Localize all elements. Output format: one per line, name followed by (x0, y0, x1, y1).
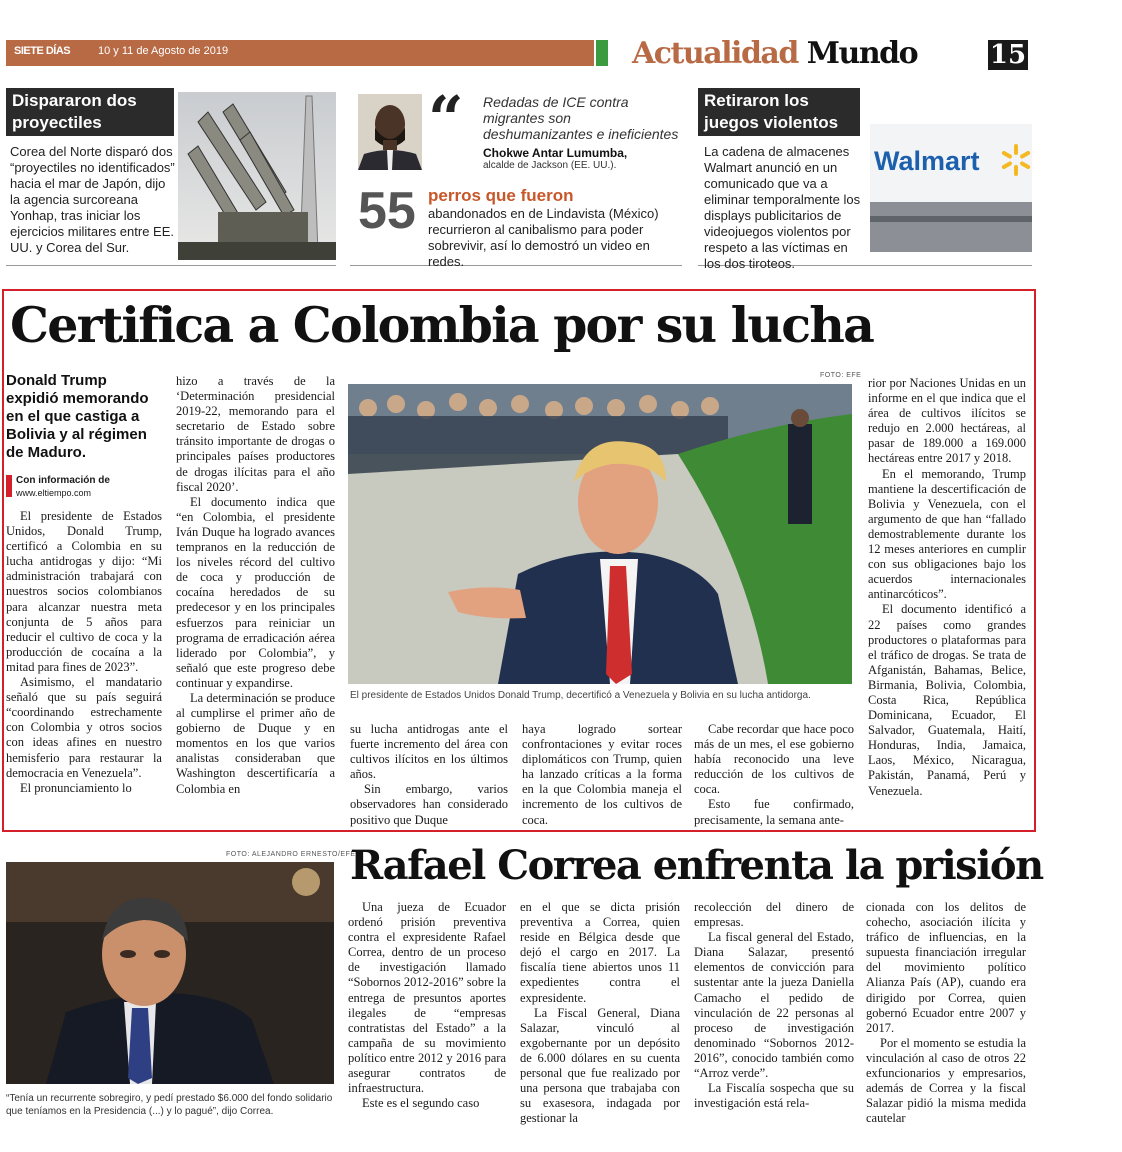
correa-photo-credit: FOTO: ALEJANDRO ERNESTO/EFE (226, 851, 356, 858)
section-title (632, 36, 917, 71)
publication-label: SIETE DÍAS (14, 45, 71, 57)
second-headline: Rafael Correa enfrenta la prisión (350, 842, 1043, 889)
trump-photo (348, 384, 852, 684)
section-title-b: Mundo (806, 36, 918, 71)
photo-caption: El presidente de Estados Unidos Donald Trump, decertificó a Venezuela y Bolivia en su lucha antidorga. (350, 690, 811, 701)
header-bar (6, 40, 594, 66)
second-column-1: Una jueza de Ecuador ordenó prisión preventiva contra el expresidente Rafael Correa, dentro de un proceso de investigación llamado “Sobornos 2012-2016” sobre la entrega de presuntos aportes ilegales de “empresas contratistas del Estado” a la campaña de su movimiento político entre 2012 y 2016 para asegurar contratos de infraestructura. Este es el segundo caso (348, 900, 506, 1111)
brief-left (6, 88, 336, 266)
brief-right-body: La cadena de almacenes Walmart anunció en un comunicado que va a eliminar temporalmente los displays publicitarios de videojuegos violentos por respeto a las víctimas en los dos tiroteos. (704, 144, 861, 271)
source-marker (6, 475, 12, 497)
main-deck: Donald Trump expidió memorando en el que castiga a Bolivia y al régimen de Maduro. (6, 372, 149, 461)
main-column-2: hizo a través de la ‘Determinación presidencial 2019-22, memorando para el secretario de Estado sobre tránsito importante de drogas o principales países productores de drogas ilícitas para el año fiscal 2020’. El documento indica que “en Colombia, el presidente Iván Duque ha logrado avances tempranos en la reducción de los niveles récord del cultivo de coca y producción de cocaína heredados de su predecesor y en los principales esfuerzos para reiniciar un programa de erradicación aérea liderado por Colombia”, y señaló que este progreso debe continuar y expandirse. La determinación se produce al cumplirse el primer año de gobierno de Duque y en momentos en los que varios analistas consideraban que Washington descertificaría a Colombia en (176, 374, 335, 796)
missile-photo (178, 92, 336, 260)
brief-middle (350, 82, 682, 269)
photo-credit: FOTO: EFE (820, 372, 862, 379)
source-label: Con información de (16, 475, 110, 486)
author-portrait (358, 94, 422, 170)
quote-author: Chokwe Antar Lumumba, (483, 146, 628, 160)
main-column-4: haya logrado sortear confrontaciones y evitar roces diplomáticos con Trump, quien ha lanzado críticas a la forma en la que Colombia maneja el incremento de los cultivos de coca. (522, 722, 682, 827)
issue-date: 10 y 11 de Agosto de 2019 (98, 45, 229, 57)
main-headline: Certifica a Colombia por su lucha (10, 296, 874, 354)
walmart-sign-text: Walmart (874, 146, 980, 176)
section-title-a: Actualidad (632, 36, 798, 71)
brief-left-title: Dispararon dos proyectiles (6, 88, 174, 136)
stat-body: abandonados en de Lindavista (México) recurrieron al canibalismo para poder sobrevivir, así lo demostró un video en redes. (428, 206, 659, 269)
main-column-5: Cabe recordar que hace poco más de un mes, el ese gobierno había reconocido una leve reducción de los cultivos de coca. Esto fue confirmado, precisamente, la semana ante- (694, 722, 854, 827)
stat-number: 55 (358, 182, 416, 240)
accent-square (596, 40, 608, 66)
brief-right (698, 88, 1032, 271)
main-column-6: rior por Naciones Unidas en un informe en el que indica que el área de cultivos ilícitos se redujo en 2.000 hectáreas, al pasar de 189.000 a 169.000 hectáreas entre 2017 y 2018. En el memorando, Trump mantiene la descertificación de Bolivia y Venezuela, con el argumento de que han “fallado demostrablemente durante los 12 meses anteriores en cumplir con sus obligaciones bajo los acuerdos internacionales antinarcóticos”. El documento identificó a 22 países como grandes productores o plataformas para el tráfico de drogas. Se trata de Afganistán, Bahamas, Belice, Birmania, Bolivia, Colombia, Costa Rica, República Dominicana, Ecuador, El Salvador, Guatemala, Haití, Honduras, India, Jamaica, Laos, México, Nicaragua, Pakistán, Panamá, Perú y Venezuela. (868, 376, 1026, 798)
brief-right-title: Retiraron los juegos violentos (698, 88, 860, 136)
second-column-3: recolección del dinero de empresas. La fiscal general del Estado, Diana Salazar, presentó elementos de convicción para sustentar ante la jueza Daniella Camacho el pedido de vinculación de 22 personas al proceso de investigación denominado “Sobornos 2012- 2016”, conocido también como “Arroz verde”. La Fiscalía sospecha que su investigación está rela- (694, 900, 854, 1111)
quote-author-role: alcalde de Jackson (EE. UU.). (483, 160, 617, 171)
second-column-2: en el que se dicta prisión preventiva a Correa, quien reside en Bélgica desde que dejó el cargo en 2017. La fiscalía tiene abiertos unos 11 expedientes contra el expresidente. La Fiscal General, Diana Salazar, vinculó al exgobernante por un depósito de 6.000 dólares en su cuenta personal que fue realizado por una persona que trabajaba con su exasesora, indagada por gestionar la (520, 900, 680, 1126)
walmart-photo (870, 124, 1032, 252)
page-number: 15 (989, 40, 1027, 70)
source-site: www.eltiempo.com (16, 488, 92, 498)
correa-photo-caption: “Tenía un recurrente sobregiro, y pedí prestado $6.000 del fondo solidario que teníamos en la Presidencia (...) y lo pagué”, dijo Correa. (6, 1093, 333, 1117)
correa-photo (6, 862, 334, 1084)
stat-title: perros que fueron (428, 186, 574, 205)
brief-quote: Redadas de ICE contra migrantes son deshumanizantes e ineficientes (483, 94, 679, 142)
quote-icon: “ (428, 82, 464, 155)
brief-left-body: Corea del Norte disparó dos “proyectiles no identificados” hacia el mar de Japón, dijo la agencia surcoreana Yonhap, tras iniciar los ejercicios militares entre EE. UU. y Corea del Sur. (10, 144, 175, 255)
main-column-1: El presidente de Estados Unidos, Donald Trump, certificó a Colombia en su lucha antidrogas y dijo: “Mi administración trabajará con nuestros socios colombianos para alcanzar nuestra meta conjunta de 5 años para reducir el cultivo de coca y la producción de cocaína a la mitad para fines de 2023”. Asimismo, el mandatario señaló que su país seguirá “coordinando estrechamente con Colombia y otros socios con ideas afines en nuestro hemisferio para restaurar la democracia en Venezuela”. El pronunciamiento lo (6, 509, 162, 795)
second-column-4: cionada con los delitos de cohecho, asociación ilícita y tráfico de influencias, en la supuesta financiación irregular del movimiento político Alianza País (AP), cuando era dirigido por Correa, quien gobernó Ecuador entre 2007 y 2017. Por el momento se estudia la vinculación al caso de otros 22 exfuncionarios y empresarios, además de Correa y la fiscal Salazar pidió la misma medida cautelar (866, 900, 1026, 1126)
main-column-3: su lucha antidrogas ante el fuerte incremento del área con cultivos ilícitos en los últimos años. Sin embargo, varios observadores han considerado positivo que Duque (350, 722, 508, 827)
